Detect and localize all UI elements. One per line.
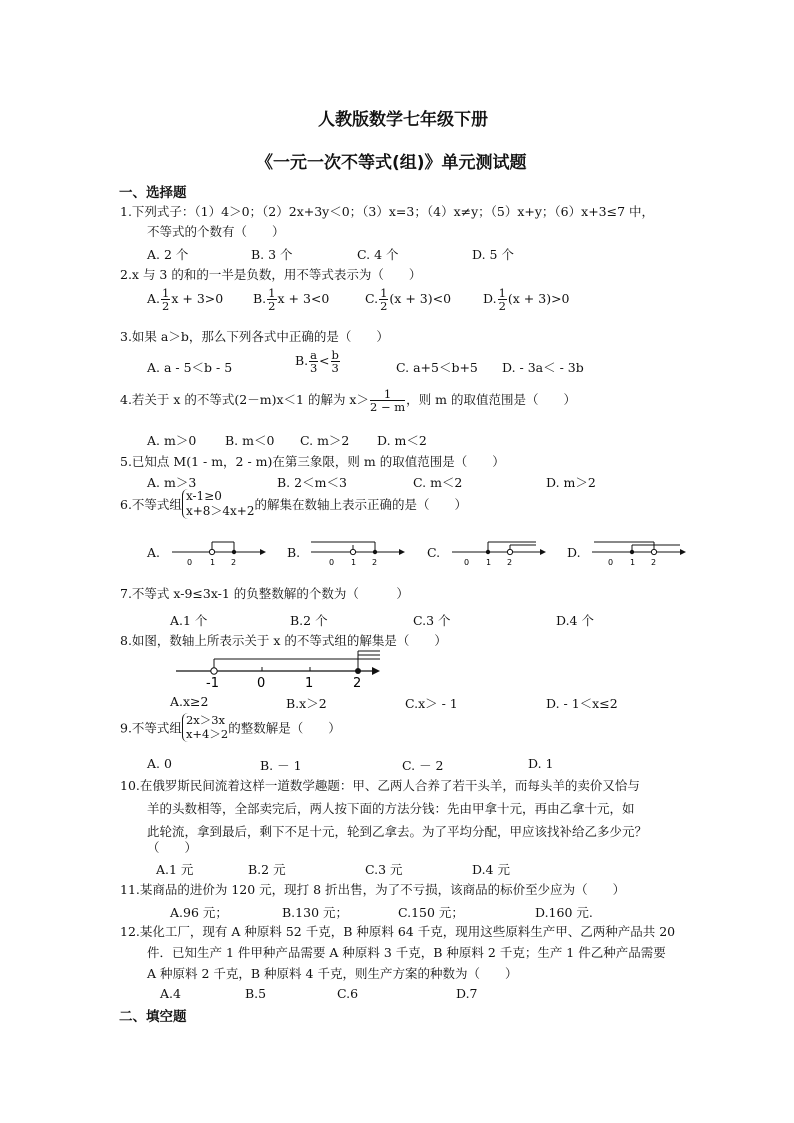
q2-c-label: C.: [365, 291, 379, 307]
q6a-tick-1: 1: [210, 558, 216, 567]
q5-option-a: A. m＞3: [147, 475, 197, 490]
q8-option-d: D. - 1＜x≤2: [546, 696, 618, 711]
q8-option-b: B.x＞2: [286, 696, 327, 711]
q1-option-a: A. 2 个: [147, 247, 189, 262]
question-11-stem: 11.某商品的进价为 120 元，现打 8 折出售，为了不亏损，该商品的标价至少应为（ ）: [120, 882, 626, 897]
q9-ineq1: 2x＞3x: [185, 713, 226, 727]
question-8-stem: 8.如图，数轴上所表示关于 x 的不等式组的解集是（ ）: [120, 633, 447, 648]
q10-option-c: C.3 元: [365, 862, 403, 877]
q12-option-b: B.5: [245, 986, 267, 1001]
question-6-stem: [120, 489, 467, 519]
q4-pre: 4.若关于 x 的不等式(2－m)x＜1 的解为 x＞: [120, 392, 369, 408]
q10-option-d: D.4 元: [472, 862, 510, 877]
q6a-tick-0: 0: [187, 558, 193, 567]
q9-option-c: C. － 2: [402, 758, 444, 773]
q2-d-den: 2: [498, 299, 506, 314]
q6-option-d-numberline: [588, 536, 688, 568]
question-10-line4: （ ）: [147, 840, 198, 855]
q2-a-expr: x + 3>0: [171, 291, 224, 307]
q3-option-d: D. - 3a＜ - 3b: [502, 360, 584, 375]
q2-option-d: [483, 287, 570, 312]
q5-option-c: C. m＜2: [413, 475, 463, 490]
q3-option-a: A. a - 5＜b - 5: [147, 360, 233, 375]
q8-tick-2: 2: [353, 676, 362, 689]
q9-ineq2: x+4＞2: [185, 727, 229, 742]
q12-option-d: D.7: [456, 986, 478, 1001]
q2-d-num: 1: [498, 286, 506, 300]
q2-option-b: [253, 287, 329, 312]
q1-option-d: D. 5 个: [472, 247, 514, 262]
doc-subtitle: 《一元一次不等式(组)》单元测试题: [256, 153, 527, 173]
q6-option-a-numberline: [168, 536, 268, 568]
q6-ineq1: x-1≥0: [185, 489, 222, 503]
q12-option-c: C.6: [337, 986, 359, 1001]
q2-c-den: 2: [380, 299, 388, 314]
section-heading-fill: 二、填空题: [119, 1009, 187, 1025]
question-3-stem: 3.如果 a＞b，那么下列各式中正确的是（ ）: [120, 329, 389, 344]
question-7-stem: 7.不等式 x-9≤3x-1 的负整数解的个数为（ ）: [120, 586, 409, 601]
q3-b-b: b: [331, 348, 339, 362]
q9-option-d: D. 1: [528, 756, 554, 771]
q4-option-c: C. m＞2: [300, 433, 350, 448]
q12-option-a: A.4: [160, 986, 181, 1001]
q4-option-a: A. m＞0: [147, 433, 197, 448]
q2-a-den: 2: [162, 299, 170, 314]
q2-c-fraction: [379, 287, 388, 312]
q6d-tick-2: 2: [651, 558, 657, 567]
q2-option-a: [147, 287, 223, 312]
q2-d-expr: (x + 3)>0: [507, 291, 570, 307]
q1-option-b: B. 3 个: [251, 247, 293, 262]
q7-option-d: D.4 个: [556, 613, 594, 628]
q6b-tick-0: 0: [329, 558, 335, 567]
q2-a-num: 1: [162, 286, 170, 300]
q2-b-label: B.: [253, 291, 267, 307]
q6a-tick-2: 2: [231, 558, 237, 567]
q9-system: [182, 713, 228, 742]
question-10-line3: 此轮流，拿到最后，剩下不足十元，轮到乙拿去。为了平均分配，甲应该找补给乙多少元？: [147, 824, 648, 839]
q4-den: 2 − m: [369, 400, 406, 415]
q6c-tick-0: 0: [464, 558, 470, 567]
q6-ineq2: x+8＞4x+2: [185, 504, 255, 518]
q1-option-c: C. 4 个: [357, 247, 399, 262]
question-12-line3: A 种原料 2 千克，B 种原料 4 千克，则生产方案的种数为（ ）: [147, 966, 518, 981]
q8-option-a: A.x≥2: [170, 694, 209, 709]
q6-pre: 6.不等式组: [120, 497, 182, 512]
q2-c-expr: (x + 3)<0: [389, 291, 452, 307]
question-1-line1: 1.下列式子：（1）4＞0；（2）2x+3y＜0；（3）x=3；（4）x≠y；（5）x+y；（6）x+3≤7 中，: [120, 204, 655, 219]
q6d-tick-1: 1: [630, 558, 636, 567]
q6c-tick-1: 1: [486, 558, 492, 567]
q2-option-c: [365, 287, 451, 312]
q6-option-c-numberline: [448, 536, 548, 568]
q6-system: [182, 489, 255, 519]
q2-a-label: A.: [147, 291, 161, 307]
q4-option-d: D. m＜2: [377, 433, 427, 448]
q6b-tick-2: 2: [372, 558, 378, 567]
q8-option-c: C.x＞ - 1: [405, 696, 458, 711]
q3-b-frac-b: [331, 349, 340, 374]
q9-post: 的整数解是（ ）: [228, 720, 341, 736]
q2-a-fraction: [161, 287, 170, 312]
q3-b-lt: <: [319, 353, 330, 369]
q6-option-b-label: B.: [287, 545, 301, 560]
question-4-stem: [120, 388, 576, 413]
q2-b-expr: x + 3<0: [277, 291, 330, 307]
q4-option-b: B. m＜0: [225, 433, 275, 448]
q2-d-label: D.: [483, 291, 497, 307]
doc-title: 人教版数学七年级下册: [318, 110, 488, 130]
q9-option-a: A. 0: [147, 756, 172, 771]
q8-numberline: [172, 647, 384, 689]
section-heading-choice: 一、选择题: [119, 185, 187, 201]
q3-b-a-den: 3: [309, 361, 318, 376]
q3-b-frac-a: [309, 349, 318, 374]
q10-option-b: B.2 元: [248, 862, 286, 877]
q4-post: ，则 m 的取值范围是（ ）: [406, 392, 576, 408]
q7-option-c: C.3 个: [413, 613, 451, 628]
q5-option-b: B. 2＜m＜3: [277, 475, 347, 490]
q9-pre: 9.不等式组: [120, 720, 182, 736]
q6-post: 的解集在数轴上表示正确的是（ ）: [254, 497, 468, 512]
q2-b-fraction: [267, 287, 276, 312]
question-5-stem: 5.已知点 M(1 - m，2 - m)在第三象限，则 m 的取值范围是（ ）: [120, 454, 505, 469]
q6-option-a-label: A.: [147, 545, 161, 560]
q6-option-b-numberline: [307, 536, 407, 568]
q5-option-d: D. m＞2: [546, 475, 596, 490]
q8-tick-1: 1: [305, 676, 314, 689]
q6b-tick-1: 1: [351, 558, 357, 567]
question-10-line2: 羊的头数相等，全部卖完后，两人按下面的方法分钱：先由甲拿十元，再由乙拿十元，如: [147, 801, 635, 816]
q11-option-b: B.130 元；: [282, 905, 348, 920]
q11-option-c: C.150 元；: [398, 905, 464, 920]
q7-option-a: A.1 个: [170, 613, 208, 628]
q2-b-den: 2: [268, 299, 276, 314]
q4-fraction: [370, 388, 405, 413]
question-10-line1: 10.在俄罗斯民间流着这样一道数学趣题：甲、乙两人合养了若干头羊，而每头羊的卖价又恰与: [120, 778, 640, 793]
question-12-line1: 12.某化工厂，现有 A 种原料 52 千克，B 种原料 64 千克，现用这些原料生产甲、乙两种产品共 20: [120, 924, 676, 939]
q8-tick-0: 0: [257, 676, 266, 689]
q11-option-a: A.96 元；: [170, 905, 228, 920]
question-2-stem: 2.x 与 3 的和的一半是负数，用不等式表示为（ ）: [120, 267, 422, 282]
q6-option-c-label: C.: [427, 545, 441, 560]
q3-option-c: C. a+5＜b+5: [396, 360, 478, 375]
q11-option-d: D.160 元.: [535, 905, 593, 920]
q4-num: 1: [370, 388, 405, 401]
q3-b-b-den: 3: [331, 361, 339, 376]
q2-b-num: 1: [268, 286, 276, 300]
question-1-line2: 不等式的个数有（ ）: [147, 224, 285, 239]
q7-option-b: B.2 个: [290, 613, 328, 628]
q9-option-b: B. － 1: [260, 758, 302, 773]
q6c-tick-2: 2: [507, 558, 513, 567]
q6d-tick-0: 0: [608, 558, 614, 567]
question-12-line2: 件．已知生产 1 件甲种产品需要 A 种原料 3 千克，B 种原料 2 千克；生产 1 件乙种产品需要: [147, 945, 666, 960]
q8-tick-neg1: -1: [206, 676, 219, 689]
question-9-stem: [120, 713, 341, 742]
q2-c-num: 1: [380, 286, 388, 300]
q3-b-label: B.: [295, 353, 309, 369]
q2-d-fraction: [498, 287, 507, 312]
q6-option-d-label: D.: [567, 545, 581, 560]
q3-b-a: a: [310, 348, 318, 362]
q3-option-b: [295, 349, 341, 374]
q10-option-a: A.1 元: [156, 862, 194, 877]
